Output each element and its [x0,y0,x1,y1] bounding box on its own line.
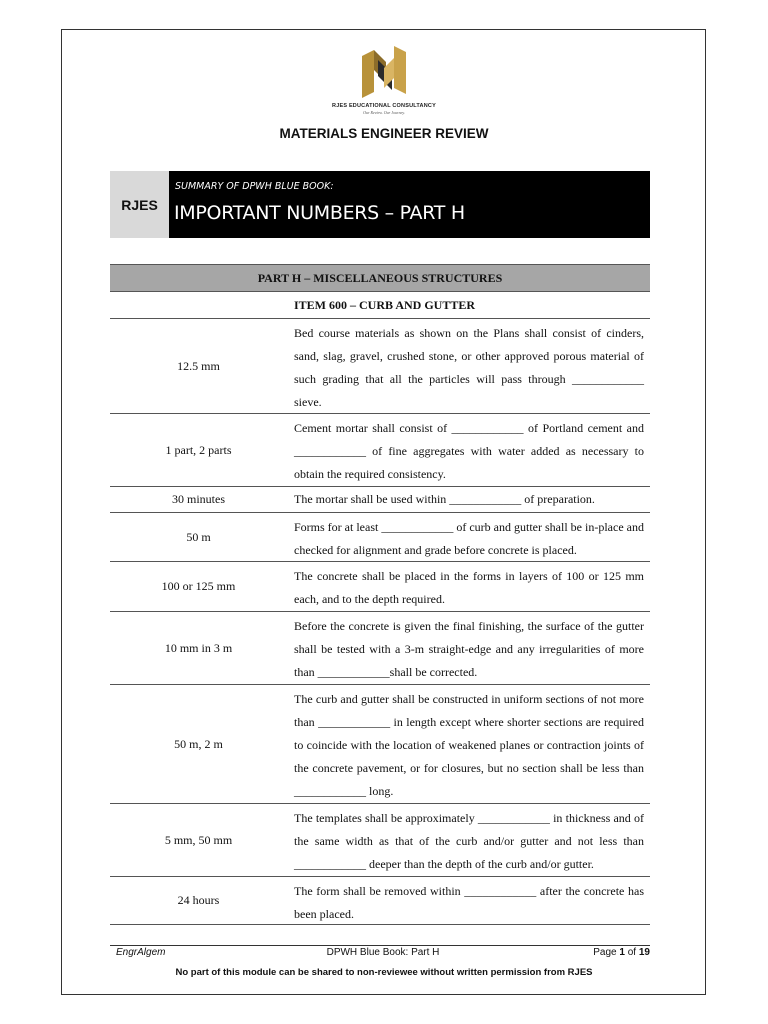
question-cell: Cement mortar shall consist of ____________ of Portland cement and ____________ of fine aggregates with water added as necessary to obtain the required consistency. [294,421,644,481]
table-row [110,487,650,513]
document-title: MATERIALS ENGINEER REVIEW [279,126,489,141]
question-cell: Bed course materials as shown on the Plans shall consist of cinders, sand, slag, gravel, crushed stone, or other approved porous material of such grading that all the particles will pass through ____________ sieve. [294,326,644,409]
table-row [110,562,650,612]
answer-cell: 30 minutes [172,492,225,506]
table-row [110,804,650,877]
banner-title: IMPORTANT NUMBERS – PART H [174,202,465,224]
question-cell: The concrete shall be placed in the forms in layers of 100 or 125 mm each, and to the depth required. [294,569,644,606]
answer-cell: 100 or 125 mm [161,579,236,593]
logo-tagline: Our Review. Our Journey. [363,110,405,115]
question-cell: Before the concrete is given the final finishing, the surface of the gutter shall be tested with a 3-m straight-edge and any irregularities of more than ____________shall be corrected. [294,619,644,679]
table-row [110,685,650,804]
page-footer [116,947,650,961]
banner-subtitle: SUMMARY OF DPWH BLUE BOOK: [175,181,334,192]
question-cell: The mortar shall be used within ____________ of preparation. [294,492,595,506]
banner [169,171,650,238]
footer-divider [110,945,650,946]
answer-cell: 10 mm in 3 m [164,640,233,655]
table-row [110,414,650,487]
rjes-logo-icon [358,42,410,102]
answer-cell: 50 m [186,529,211,544]
table-row [110,612,650,685]
answer-cell: 5 mm, 50 mm [164,832,233,847]
logo-name: RJES EDUCATIONAL CONSULTANCY [332,103,436,109]
table-row [110,877,650,925]
answer-cell: 1 part, 2 parts [165,442,232,457]
question-cell: The templates shall be approximately ____________ in thickness and of the same width as that of the curb and/or gutter and not less than ____________ deeper than the depth of the curb and/or gutter. [294,811,644,871]
answer-cell: 24 hours [177,893,220,907]
copyright-notice: No part of this module can be shared to non-reviewee without written permission from RJES [175,967,593,978]
page-number: Page 1 of 19 [593,947,650,958]
table-row [110,319,650,414]
question-cell: Forms for at least ____________ of curb and gutter shall be in-place and checked for alignment and grade before concrete is placed. [294,520,644,557]
item-heading-row [110,292,650,319]
answer-cell: 12.5 mm [177,358,220,373]
part-heading: PART H – MISCELLANEOUS STRUCTURES [110,264,650,292]
question-cell: The form shall be removed within ____________ after the concrete has been placed. [294,884,644,921]
footer-author: EngrAlgem [116,947,166,958]
question-cell: The curb and gutter shall be constructed in uniform sections of not more than ____________ in length except where shorter sections are required to coincide with the location of weakened planes or contraction joints of the concrete pavement, or for closures, but no section shall be less than ____________ long. [294,692,644,798]
footer-title: DPWH Blue Book: Part H [326,947,440,958]
review-table [110,264,650,925]
answer-cell: 50 m, 2 m [174,736,223,751]
item-heading: ITEM 600 – CURB AND GUTTER [294,297,476,312]
rjes-logo [314,42,454,122]
table-row [110,513,650,562]
banner-tag: RJES [110,171,169,238]
